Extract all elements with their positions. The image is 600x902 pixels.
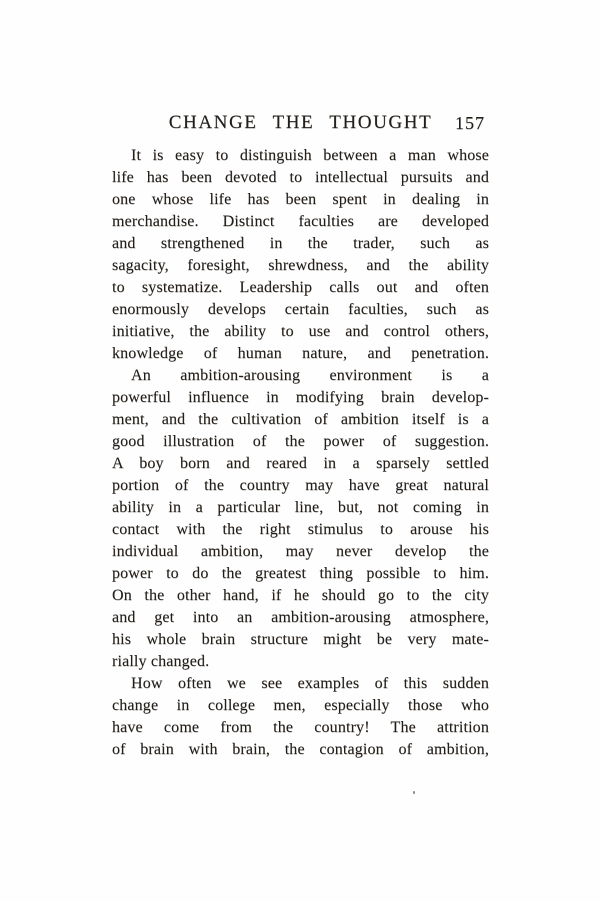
text-line: contact with the right stimulus to arouse his <box>112 521 489 538</box>
text-line: and get into an ambition-arousing atmosphere, <box>112 609 489 626</box>
page-number: 157 <box>455 113 485 133</box>
paragraph <box>112 673 489 761</box>
page-header <box>112 110 489 136</box>
text-line: How often we see examples of this sudden <box>131 675 489 692</box>
paragraph <box>112 145 489 365</box>
text-line: change in college men, especially those who <box>112 697 489 714</box>
text-line: knowledge of human nature, and penetration. <box>112 345 489 362</box>
text-line: powerful influence in modifying brain develop- <box>112 389 489 406</box>
text-line: sagacity, foresight, shrewdness, and the ability <box>112 257 489 274</box>
text-line: ability in a particular line, but, not coming in <box>112 499 489 516</box>
text-line: An ambition-arousing environment is a <box>131 367 489 384</box>
text-line: On the other hand, if he should go to the city <box>112 587 489 604</box>
text-line: portion of the country may have great natural <box>112 477 489 494</box>
text-line: have come from the country! The attrition <box>112 719 489 736</box>
text-line: ment, and the cultivation of ambition itself is a <box>112 411 489 428</box>
text-line: power to do the greatest thing possible to him. <box>112 565 489 582</box>
running-head-title: CHANGE THE THOUGHT <box>168 112 433 133</box>
text-line: enormously develops certain faculties, such as <box>112 301 489 318</box>
text-line: initiative, the ability to use and control others, <box>112 323 489 340</box>
paragraph <box>112 365 489 673</box>
text-line: merchandise. Distinct faculties are developed <box>112 213 489 230</box>
text-line: rially changed. <box>112 653 210 670</box>
text-line: his whole brain structure might be very mate- <box>112 631 489 648</box>
text-line: individual ambition, may never develop the <box>112 543 489 560</box>
text-line: to systematize. Leadership calls out and often <box>112 279 489 296</box>
scan-speck-artifact <box>413 791 415 794</box>
text-line: good illustration of the power of suggestion. <box>112 433 489 450</box>
text-line: of brain with brain, the contagion of ambition, <box>112 741 489 758</box>
text-line: life has been devoted to intellectual pursuits and <box>112 169 489 186</box>
page-text <box>112 145 489 761</box>
text-line: and strengthened in the trader, such as <box>112 235 489 252</box>
text-line: A boy born and reared in a sparsely settled <box>112 455 489 472</box>
text-line: one whose life has been spent in dealing in <box>112 191 489 208</box>
text-line: It is easy to distinguish between a man whose <box>131 147 489 164</box>
